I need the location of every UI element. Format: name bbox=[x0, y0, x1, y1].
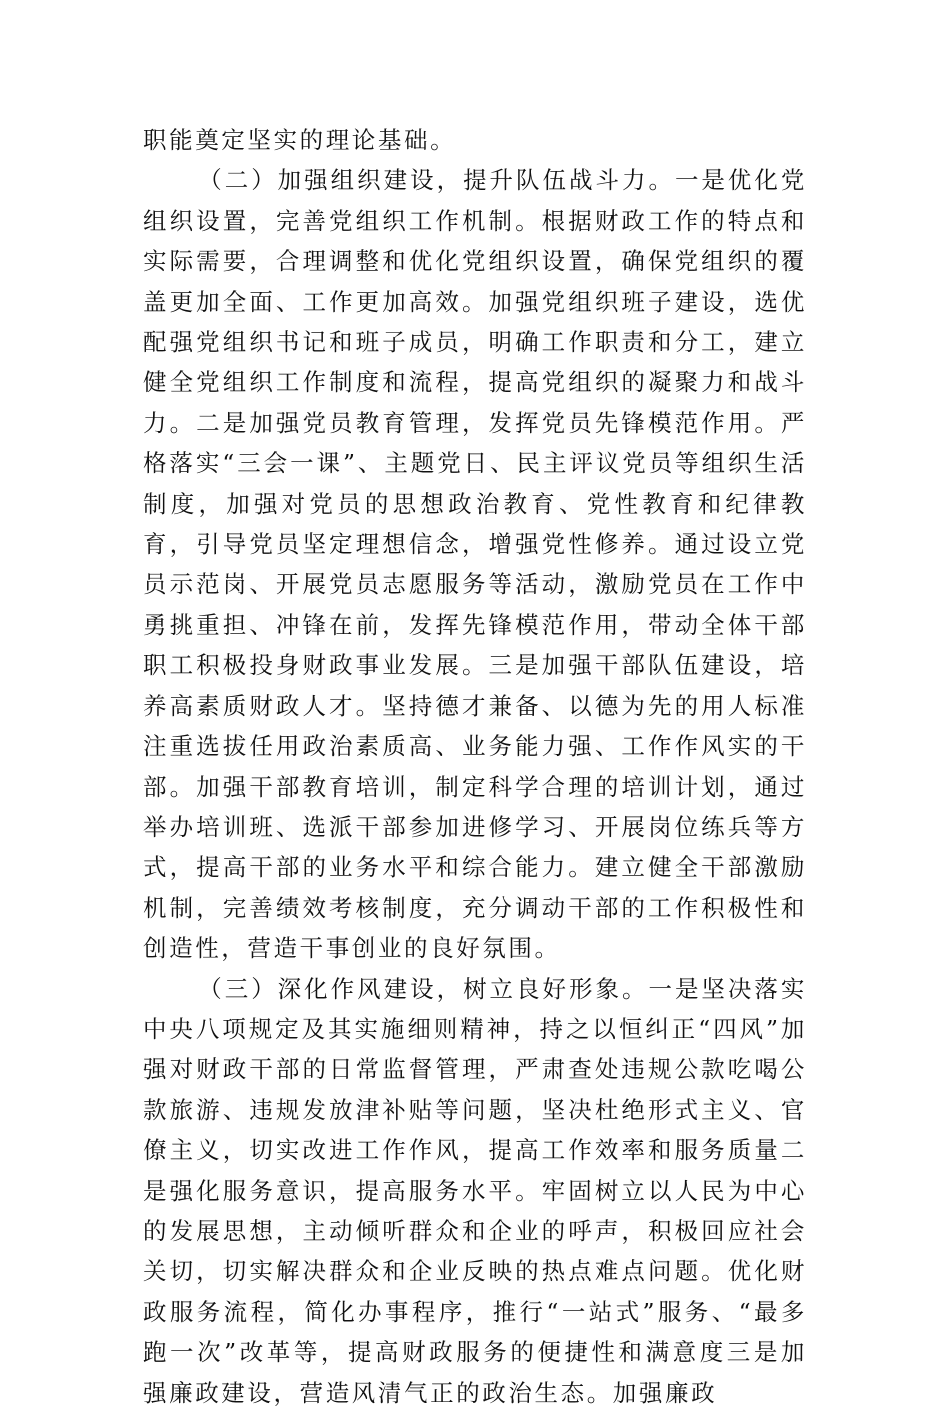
document-body bbox=[143, 120, 807, 1413]
paragraph-3: （三）深化作风建设，树立良好形象。一是坚决落实中央八项规定及其实施细则精神，持之以恒纠正“四风”加强对财政干部的日常监督管理，严肃查处违规公款吃喝公款旅游、违规发放津补贴等问题，坚决杜绝形式主义、官僚主义，切实改进工作作风，提高工作效率和服务质量二是强化服务意识，提高服务水平。牢固树立以人民为中心的发展思想，主动倾听群众和企业的呼声，积极回应社会关切，切实解决群众和企业反映的热点难点问题。优化财政服务流程，简化办事程序，推行“一站式”服务、“最多跑一次”改革等，提高财政服务的便捷性和满意度三是加强廉政建设，营造风清气正的政治生态。加强廉政 bbox=[143, 974, 807, 1407]
paragraph-1: 职能奠定坚实的理论基础。 bbox=[143, 126, 457, 154]
paragraph-2: （二）加强组织建设，提升队伍战斗力。一是优化党组织设置，完善党组织工作机制。根据财政工作的特点和实际需要，合理调整和优化党组织设置，确保党组织的覆盖更加全面、工作更加高效。加强党组织班子建设，选优配强党组织书记和班子成员，明确工作职责和分工，建立健全党组织工作制度和流程，提高党组织的凝聚力和战斗力。二是加强党员教育管理，发挥党员先锋模范作用。严格落实“三会一课”、主题党日、民主评议党员等组织生活制度，加强对党员的思想政治教育、党性教育和纪律教育，引导党员坚定理想信念，增强党性修养。通过设立党员示范岗、开展党员志愿服务等活动，激励党员在工作中勇挑重担、冲锋在前，发挥先锋模范作用，带动全体干部职工积极投身财政事业发展。三是加强干部队伍建设，培养高素质财政人才。坚持德才兼备、以德为先的用人标准注重选拔任用政治素质高、业务能力强、工作作风实的干部。加强干部教育培训，制定科学合理的培训计划，通过举办培训班、选派干部参加进修学习、开展岗位练兵等方式，提高干部的业务水平和综合能力。建立健全干部激励机制，完善绩效考核制度，充分调动干部的工作积极性和创造性，营造干事创业的良好氛围。 bbox=[143, 166, 807, 963]
